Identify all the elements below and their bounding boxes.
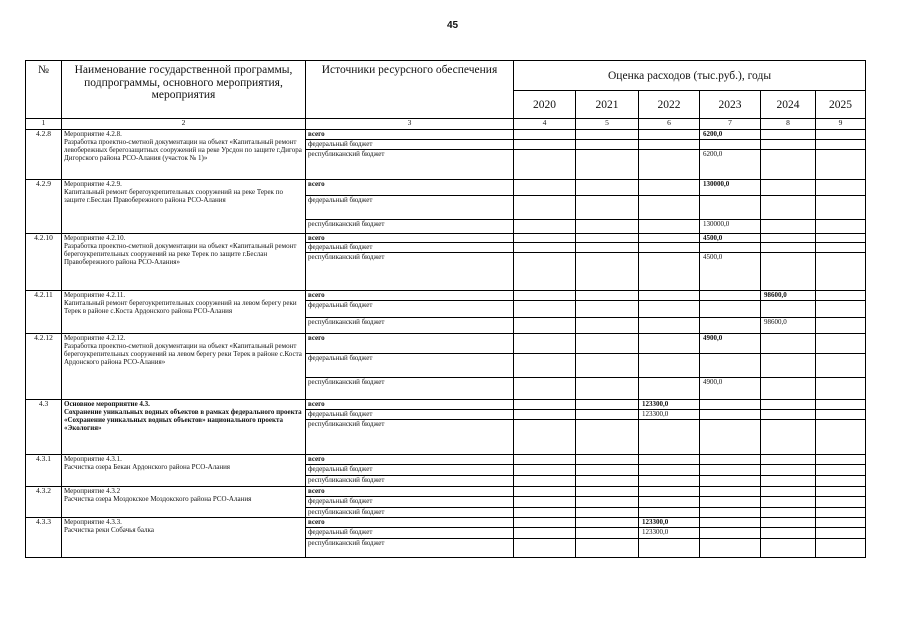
column-number: 3 [306, 119, 514, 130]
year-value [514, 518, 576, 528]
year-value [514, 410, 576, 420]
budget-table [25, 60, 866, 558]
row-name: Основное мероприятие 4.3. Сохранение уникальных водных объектов в рамках федерального проекта «Сохранение уникальных водных объектов» национального проекта «Экология» [62, 400, 306, 455]
year-value [576, 291, 639, 301]
year-value: 123300,0 [639, 528, 700, 539]
year-value [639, 140, 700, 150]
column-number: 7 [700, 119, 761, 130]
funding-source: федеральный бюджет [306, 243, 514, 253]
row-number: 4.2.9 [26, 180, 62, 234]
year-value [700, 318, 761, 334]
year-value [576, 455, 639, 465]
row-name: Мероприятие 4.2.11. Капитальный ремонт берегоукрепительных сооружений на левом берегу реки Терек в районе с.Коста Ардонского района РСО-Алания [62, 291, 306, 334]
year-value [816, 487, 866, 497]
year-value [576, 476, 639, 487]
year-value [761, 334, 816, 354]
year-value [761, 539, 816, 558]
year-value [816, 150, 866, 180]
funding-source: всего [306, 455, 514, 465]
year-value [700, 354, 761, 378]
row-number: 4.3 [26, 400, 62, 455]
table-row [26, 400, 866, 410]
year-value [576, 518, 639, 528]
year-value [514, 539, 576, 558]
year-value: 6200,0 [700, 130, 761, 140]
year-value [514, 220, 576, 234]
year-value [639, 465, 700, 476]
column-number: 9 [816, 119, 866, 130]
year-value [761, 420, 816, 455]
year-value [639, 354, 700, 378]
year-value [639, 487, 700, 497]
year-value [816, 291, 866, 301]
row-name: Мероприятие 4.2.12. Разработка проектно-сметной документации на объект «Капитальный ремонт берегоукрепительных сооружений на левом берегу реки Терек в районе с.Коста Ардонского района РСО-Алания» [62, 334, 306, 400]
funding-source: всего [306, 291, 514, 301]
year-value [639, 130, 700, 140]
row-number: 4.3.3 [26, 518, 62, 558]
year-value [639, 234, 700, 243]
year-value [816, 508, 866, 518]
year-value [761, 130, 816, 140]
funding-source: республиканский бюджет [306, 220, 514, 234]
year-value [700, 539, 761, 558]
year-value [816, 400, 866, 410]
funding-source: федеральный бюджет [306, 301, 514, 318]
year-value [761, 497, 816, 508]
year-value [514, 465, 576, 476]
year-value [700, 410, 761, 420]
year-value [639, 196, 700, 220]
year-value [576, 318, 639, 334]
year-value [576, 150, 639, 180]
row-name: Мероприятие 4.2.9. Капитальный ремонт берегоукрепительных сооружений на реке Терек по защите г.Беслан Правобережного района РСО-Алания [62, 180, 306, 234]
year-value [576, 378, 639, 400]
year-value [816, 220, 866, 234]
header-year: 2023 [700, 91, 761, 119]
year-value: 98600,0 [761, 318, 816, 334]
year-value [761, 487, 816, 497]
year-value [576, 400, 639, 410]
column-number: 8 [761, 119, 816, 130]
year-value [761, 220, 816, 234]
header-year: 2020 [514, 91, 576, 119]
year-value [816, 354, 866, 378]
year-value [576, 539, 639, 558]
row-number: 4.2.8 [26, 130, 62, 180]
funding-source: федеральный бюджет [306, 528, 514, 539]
year-value [576, 130, 639, 140]
year-value [576, 354, 639, 378]
header-year: 2021 [576, 91, 639, 119]
funding-source: республиканский бюджет [306, 253, 514, 291]
row-number: 4.2.10 [26, 234, 62, 291]
column-number: 2 [62, 119, 306, 130]
year-value [761, 301, 816, 318]
year-value [576, 140, 639, 150]
year-value: 98600,0 [761, 291, 816, 301]
year-value [700, 508, 761, 518]
year-value [816, 465, 866, 476]
year-value [576, 196, 639, 220]
table-row [26, 130, 866, 140]
year-value [816, 497, 866, 508]
funding-source: республиканский бюджет [306, 508, 514, 518]
year-value: 4500,0 [700, 253, 761, 291]
year-value [576, 420, 639, 455]
year-value [761, 410, 816, 420]
table-body [26, 119, 866, 558]
year-value [816, 410, 866, 420]
year-value [514, 400, 576, 410]
year-value: 130000,0 [700, 180, 761, 196]
year-value [700, 140, 761, 150]
column-numbers-row [26, 119, 866, 130]
table-row [26, 455, 866, 465]
year-value [576, 301, 639, 318]
year-value [816, 334, 866, 354]
year-value [576, 243, 639, 253]
year-value [761, 354, 816, 378]
year-value [514, 528, 576, 539]
year-value [639, 420, 700, 455]
header-num: № [26, 61, 62, 119]
year-value [816, 243, 866, 253]
header-source: Источники ресурсного обеспечения [306, 61, 514, 119]
year-value [576, 234, 639, 243]
year-value [816, 130, 866, 140]
year-value [761, 196, 816, 220]
year-value [514, 196, 576, 220]
year-value [700, 487, 761, 497]
year-value [576, 465, 639, 476]
year-value [514, 243, 576, 253]
year-value: 123300,0 [639, 400, 700, 410]
year-value [514, 487, 576, 497]
year-value [576, 497, 639, 508]
row-name: Мероприятие 4.3.3. Расчистка реки Собачья балка [62, 518, 306, 558]
year-value [761, 234, 816, 243]
year-value [816, 476, 866, 487]
year-value [514, 150, 576, 180]
row-number: 4.3.1 [26, 455, 62, 487]
year-value [514, 140, 576, 150]
funding-source: федеральный бюджет [306, 196, 514, 220]
header-year: 2025 [816, 91, 866, 119]
year-value [514, 130, 576, 140]
year-value [514, 354, 576, 378]
year-value [816, 301, 866, 318]
year-value [761, 140, 816, 150]
year-value: 6200,0 [700, 150, 761, 180]
year-value [576, 220, 639, 234]
year-value [639, 334, 700, 354]
year-value [761, 465, 816, 476]
year-value [514, 318, 576, 334]
year-value [576, 334, 639, 354]
year-value [639, 508, 700, 518]
funding-source: всего [306, 487, 514, 497]
year-value [816, 318, 866, 334]
year-value [514, 420, 576, 455]
year-value [639, 455, 700, 465]
year-value [700, 518, 761, 528]
year-value [700, 497, 761, 508]
column-number: 5 [576, 119, 639, 130]
year-value [700, 301, 761, 318]
header-row-top [26, 61, 866, 91]
year-value [816, 420, 866, 455]
table-row [26, 234, 866, 243]
year-value [639, 220, 700, 234]
funding-source: всего [306, 334, 514, 354]
funding-source: федеральный бюджет [306, 465, 514, 476]
funding-source: республиканский бюджет [306, 476, 514, 487]
year-value [576, 253, 639, 291]
year-value [816, 455, 866, 465]
funding-source: федеральный бюджет [306, 354, 514, 378]
year-value [639, 253, 700, 291]
funding-source: республиканский бюджет [306, 150, 514, 180]
funding-source: республиканский бюджет [306, 420, 514, 455]
year-value [639, 291, 700, 301]
year-value [514, 253, 576, 291]
funding-source: республиканский бюджет [306, 378, 514, 400]
row-number: 4.2.11 [26, 291, 62, 334]
funding-source: всего [306, 234, 514, 243]
year-value [576, 528, 639, 539]
year-value [816, 140, 866, 150]
row-name: Мероприятие 4.3.1. Расчистка озера Бекан Ардонского района РСО-Алания [62, 455, 306, 487]
year-value [761, 400, 816, 410]
year-value [639, 243, 700, 253]
year-value [700, 243, 761, 253]
header-name: Наименование государственной программы, подпрограммы, основного мероприятия, мероприятия [62, 61, 306, 119]
year-value [816, 196, 866, 220]
year-value: 123300,0 [639, 410, 700, 420]
year-value: 4900,0 [700, 334, 761, 354]
year-value [639, 301, 700, 318]
funding-source: всего [306, 130, 514, 140]
year-value [514, 291, 576, 301]
year-value [639, 150, 700, 180]
year-value [761, 518, 816, 528]
year-value [576, 180, 639, 196]
funding-source: всего [306, 180, 514, 196]
year-value [514, 301, 576, 318]
year-value [761, 378, 816, 400]
row-name: Мероприятие 4.2.10. Разработка проектно-сметной документации на объект «Капитальный ремонт берегоукрепительных сооружений на реке Терек по защите г.Беслан Правобережного района РСО-Алания» [62, 234, 306, 291]
table-row [26, 518, 866, 528]
table-row [26, 291, 866, 301]
year-value [816, 539, 866, 558]
funding-source: федеральный бюджет [306, 140, 514, 150]
funding-source: всего [306, 518, 514, 528]
year-value [514, 180, 576, 196]
table-row [26, 487, 866, 497]
year-value [700, 476, 761, 487]
year-value [761, 243, 816, 253]
year-value: 4900,0 [700, 378, 761, 400]
funding-source: республиканский бюджет [306, 539, 514, 558]
year-value [816, 253, 866, 291]
funding-source: республиканский бюджет [306, 318, 514, 334]
year-value [816, 180, 866, 196]
year-value [514, 334, 576, 354]
year-value [761, 150, 816, 180]
year-value [639, 476, 700, 487]
page-number: 45 [446, 20, 459, 31]
year-value [700, 420, 761, 455]
year-value [639, 497, 700, 508]
year-value [514, 455, 576, 465]
column-number: 6 [639, 119, 700, 130]
year-value [514, 378, 576, 400]
funding-source: федеральный бюджет [306, 497, 514, 508]
table-row [26, 180, 866, 196]
row-number: 4.2.12 [26, 334, 62, 400]
funding-source: федеральный бюджет [306, 410, 514, 420]
year-value [700, 455, 761, 465]
year-value [700, 196, 761, 220]
year-value [761, 253, 816, 291]
year-value: 130000,0 [700, 220, 761, 234]
table-row [26, 334, 866, 354]
header-year: 2022 [639, 91, 700, 119]
year-value [761, 528, 816, 539]
year-value [816, 528, 866, 539]
year-value [816, 234, 866, 243]
funding-source: всего [306, 400, 514, 410]
row-name: Мероприятие 4.3.2 Расчистка озера Моздокское Моздокского района РСО-Алания [62, 487, 306, 518]
year-value [576, 410, 639, 420]
year-value [639, 180, 700, 196]
year-value [700, 400, 761, 410]
year-value [700, 291, 761, 301]
column-number: 1 [26, 119, 62, 130]
year-value [639, 539, 700, 558]
column-number: 4 [514, 119, 576, 130]
year-value [514, 234, 576, 243]
year-value [761, 476, 816, 487]
year-value [639, 318, 700, 334]
row-number: 4.3.2 [26, 487, 62, 518]
year-value [514, 476, 576, 487]
header-year: 2024 [761, 91, 816, 119]
year-value [639, 378, 700, 400]
year-value [514, 508, 576, 518]
header-estimate: Оценка расходов (тыс.руб.), годы [514, 61, 866, 91]
row-name: Мероприятие 4.2.8. Разработка проектно-сметной документации на объект «Капитальный ремонт левобережных берегозащитных сооружений на реке Урсдон по защите г.Дигора Дигорского района РСО-Алания (участок № 1)» [62, 130, 306, 180]
year-value [514, 497, 576, 508]
year-value [761, 455, 816, 465]
year-value [761, 180, 816, 196]
year-value [700, 528, 761, 539]
year-value: 123300,0 [639, 518, 700, 528]
year-value [816, 378, 866, 400]
year-value [576, 487, 639, 497]
year-value [576, 508, 639, 518]
year-value [700, 465, 761, 476]
year-value [816, 518, 866, 528]
year-value [761, 508, 816, 518]
year-value: 4500,0 [700, 234, 761, 243]
